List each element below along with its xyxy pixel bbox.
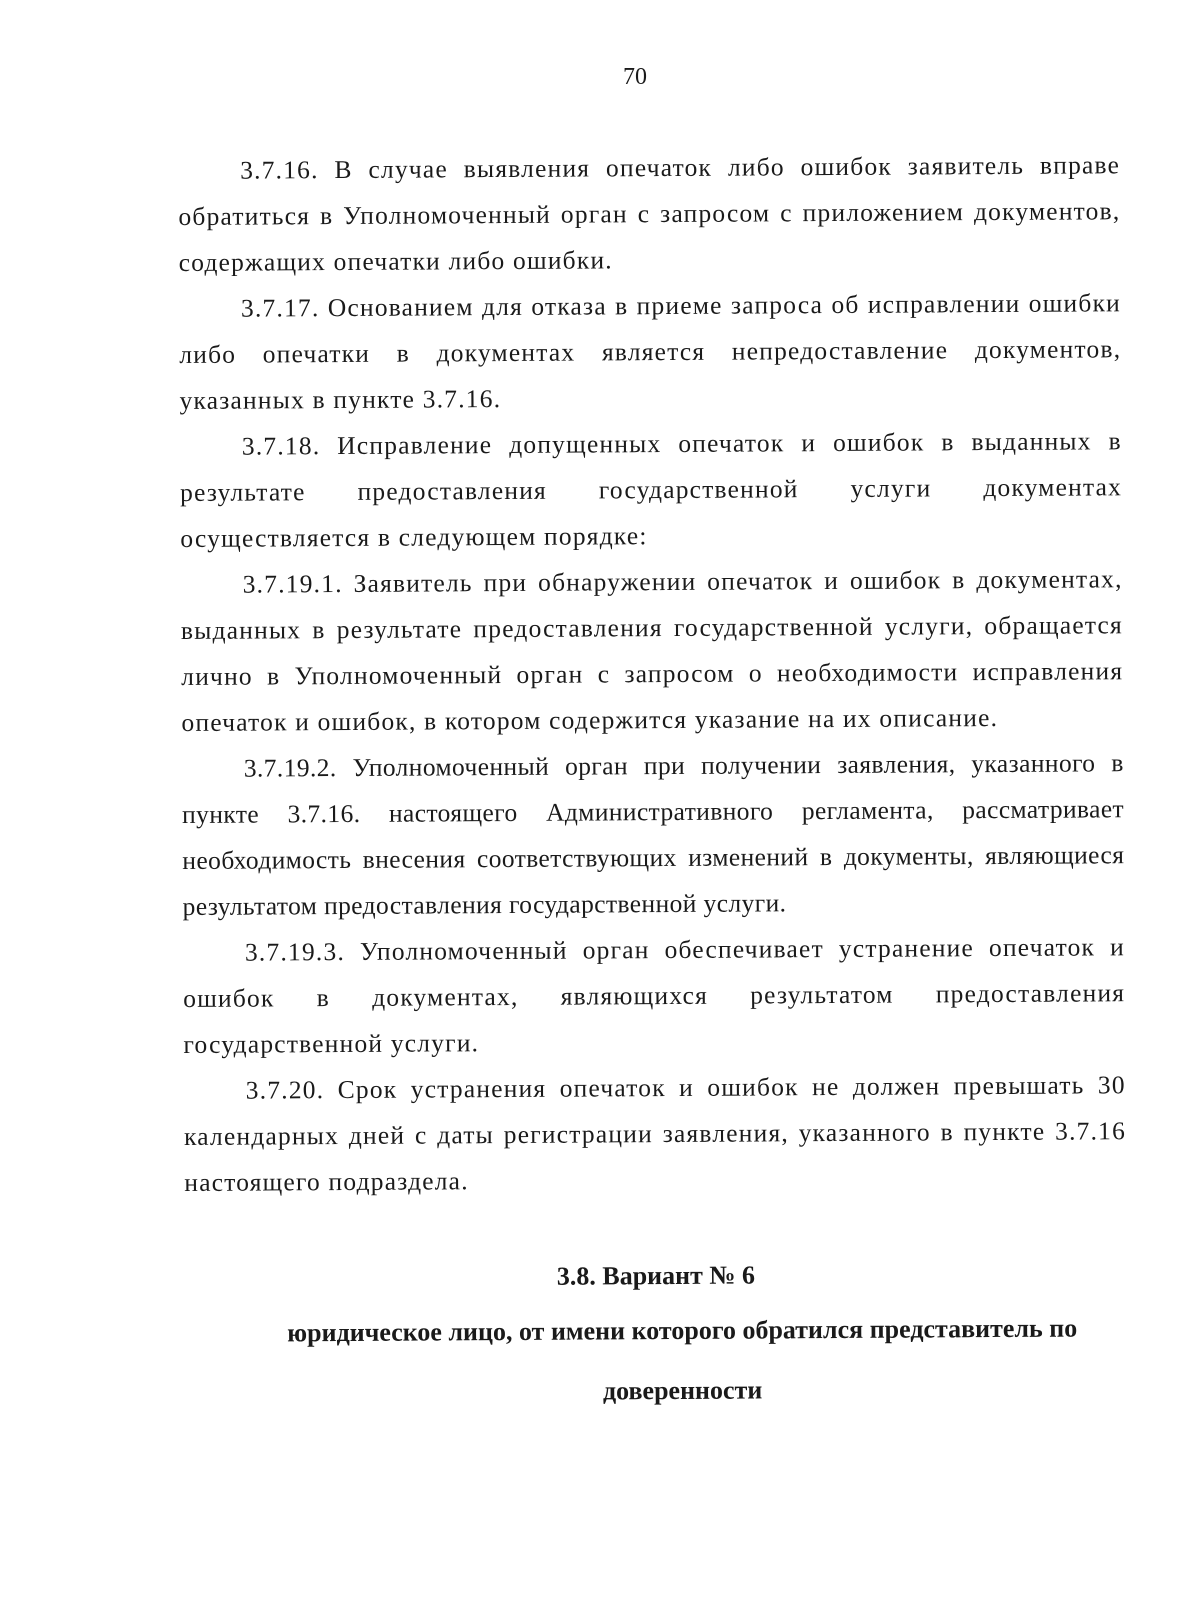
paragraph-3-7-19-3: 3.7.19.3. Уполномоченный орган обеспечивает устранение опечаток и ошибок в документах, являющихся результатом предоставления государственной услуги. (183, 932, 1126, 1059)
paragraph-3-7-16: 3.7.16. В случае выявления опечаток либо ошибок заявитель вправе обратиться в Уполномоченный орган с запросом с приложением документов, содержащих опечатки либо ошибки. (178, 150, 1121, 277)
section-subheading: юридическое лицо, от имени которого обратился представитель по доверенности (287, 1313, 1078, 1406)
paragraph-3-7-19-1: 3.7.19.1. Заявитель при обнаружении опечаток и ошибок в документах, выданных в результате предоставления государственной услуги, обращается лично в Уполномоченный орган с запросом о необходимости исправления опечаток и ошибок, в котором содержится указание на их описание. (180, 564, 1124, 737)
paragraph-3-7-18: 3.7.18. Исправление допущенных опечаток и ошибок в выданных в результате предоставления государственной услуги документах осуществляется в следующем порядке: (180, 426, 1123, 553)
paragraph-3-7-20: 3.7.20. Срок устранения опечаток и ошибок не должен превышать 30 календарных дней с даты регистрации заявления, указанного в пункте 3.7.16 настоящего подраздела. (183, 1070, 1127, 1197)
paragraph-3-7-19-2: 3.7.19.2. Уполномоченный орган при получении заявления, указанного в пункте 3.7.16. настоящего Административного регламента, рассматривает необходимость внесения соответствующих изменений в документы, являющиеся результатом предоставления государственной услуги. (181, 748, 1125, 921)
document-body (178, 142, 1128, 1424)
section-heading: 3.8. Вариант № 6 (556, 1260, 756, 1291)
page-number: 70 (623, 64, 647, 90)
paragraph-3-7-17: 3.7.17. Основанием для отказа в приеме запроса об исправлении ошибки либо опечатки в документах является непредоставление документов, указанных в пункте 3.7.16. (179, 288, 1122, 415)
